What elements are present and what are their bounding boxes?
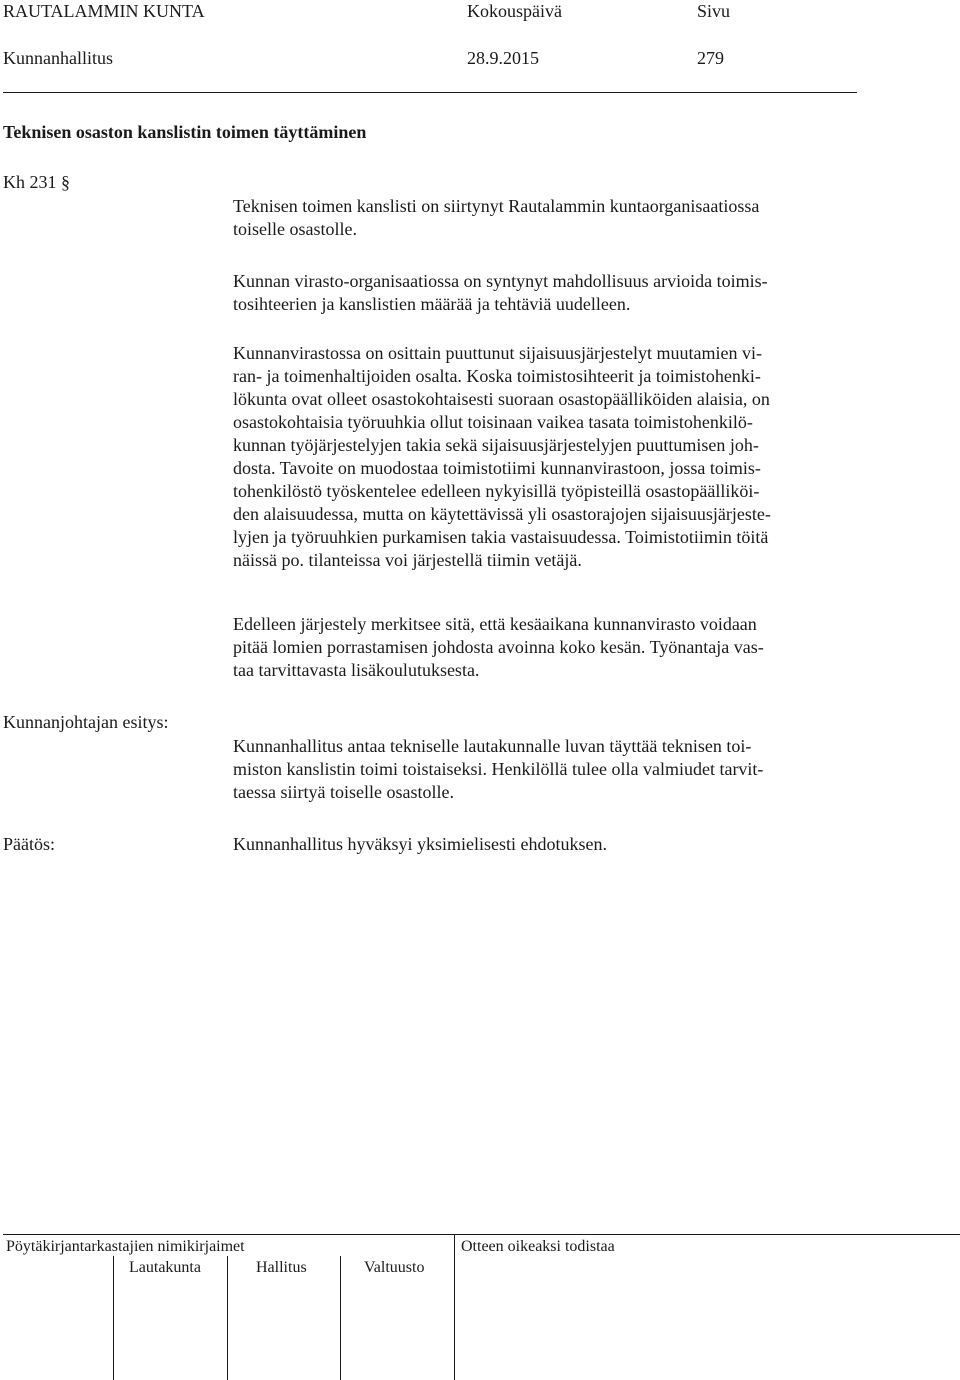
footer-col-divider xyxy=(113,1256,114,1380)
footer-col-divider xyxy=(340,1256,341,1380)
footer-divider xyxy=(454,1234,455,1380)
footer-column-hallitus: Hallitus xyxy=(256,1259,307,1276)
paragraph-line: ran- ja toimenhaltijoiden osalta. Koska toimistosihteerit ja toimistohenki- xyxy=(233,366,761,386)
paragraph-line: kunnan työjärjestelyjen takia sekä sijaisuusjärjestelyjen puuttumisen joh- xyxy=(233,435,759,455)
footer-column-lautakunta: Lautakunta xyxy=(129,1259,201,1276)
paragraph-4 xyxy=(233,613,873,682)
paragraph-line: näissä po. tilanteissa voi järjestellä tiimin vetäjä. xyxy=(233,550,582,570)
paragraph-1 xyxy=(233,195,873,241)
proposal-line: Kunnanhallitus antaa tekniselle lautakunnalle luvan täyttää teknisen toi- xyxy=(233,736,752,756)
decision-label: Päätös: xyxy=(3,834,55,854)
paragraph-line: dosta. Tavoite on muodostaa toimistotiimi kunnanvirastoon, jossa toimis- xyxy=(233,458,761,478)
certified-label: Otteen oikeaksi todistaa xyxy=(461,1238,615,1255)
paragraph-line: Kunnan virasto-organisaatiossa on syntynyt mahdollisuus arvioida toimis- xyxy=(233,271,768,291)
footer-right-top-rule xyxy=(454,1234,960,1235)
footer-left-top-rule xyxy=(3,1234,454,1235)
paragraph-line: Edelleen järjestely merkitsee sitä, että kesäaikana kunnanvirasto voidaan xyxy=(233,614,757,634)
paragraph-3 xyxy=(233,342,873,572)
footer-col-divider xyxy=(227,1256,228,1380)
item-number: Kh 231 § xyxy=(3,172,70,192)
proposal-text xyxy=(233,735,873,804)
section-title: Teknisen osaston kanslistin toimen täyttäminen xyxy=(3,122,367,142)
footer-column-valtuusto: Valtuusto xyxy=(364,1259,425,1276)
paragraph-line: lyjen ja työruuhkien purkamisen takia vastaisuudessa. Toimistotiimin töitä xyxy=(233,527,769,547)
page-number: 279 xyxy=(697,48,724,68)
body-name: Kunnanhallitus xyxy=(3,48,113,68)
proposal-line: taessa siirtyä toiselle osastolle. xyxy=(233,782,454,802)
paragraph-line: taa tarvittavasta lisäkoulutuksesta. xyxy=(233,660,480,680)
meeting-date: 28.9.2015 xyxy=(467,48,539,68)
paragraph-line: lökunta ovat olleet osastokohtaisesti suoraan osastopäälliköiden alaisia, on xyxy=(233,389,770,409)
paragraph-line: Kunnanvirastossa on osittain puuttunut sijaisuusjärjestelyt muutamien vi- xyxy=(233,343,762,363)
municipality-name: RAUTALAMMIN KUNTA xyxy=(3,1,205,21)
meeting-date-label: Kokouspäivä xyxy=(467,1,562,21)
page-label: Sivu xyxy=(697,1,731,21)
paragraph-line: osastokohtaisia työruuhkia ollut toisinaan vaikea tasata toimistohenkilö- xyxy=(233,412,753,432)
paragraph-line: pitää lomien porrastamisen johdosta avoinna koko kesän. Työnantaja vas- xyxy=(233,637,764,657)
paragraph-line: Teknisen toimen kanslisti on siirtynyt Rautalammin kuntaorganisaatiossa xyxy=(233,196,760,216)
header-divider xyxy=(3,92,857,93)
paragraph-line: toiselle osastolle. xyxy=(233,219,357,239)
paragraph-line: tohenkilöstö työskentelee edelleen nykyisillä työpisteillä osastopäälliköi- xyxy=(233,481,760,501)
paragraph-2 xyxy=(233,270,873,316)
initials-label: Pöytäkirjantarkastajien nimikirjaimet xyxy=(6,1238,245,1255)
proposal-line: miston kanslistin toimi toistaiseksi. Henkilöllä tulee olla valmiudet tarvit- xyxy=(233,759,764,779)
paragraph-line: tosihteerien ja kanslistien määrää ja tehtäviä uudelleen. xyxy=(233,294,631,314)
proposal-label: Kunnanjohtajan esitys: xyxy=(3,712,169,732)
paragraph-line: den alaisuudessa, mutta on käytettävissä yli osastorajojen sijaisuusjärjeste- xyxy=(233,504,771,524)
decision-text: Kunnanhallitus hyväksyi yksimielisesti ehdotuksen. xyxy=(233,834,607,854)
